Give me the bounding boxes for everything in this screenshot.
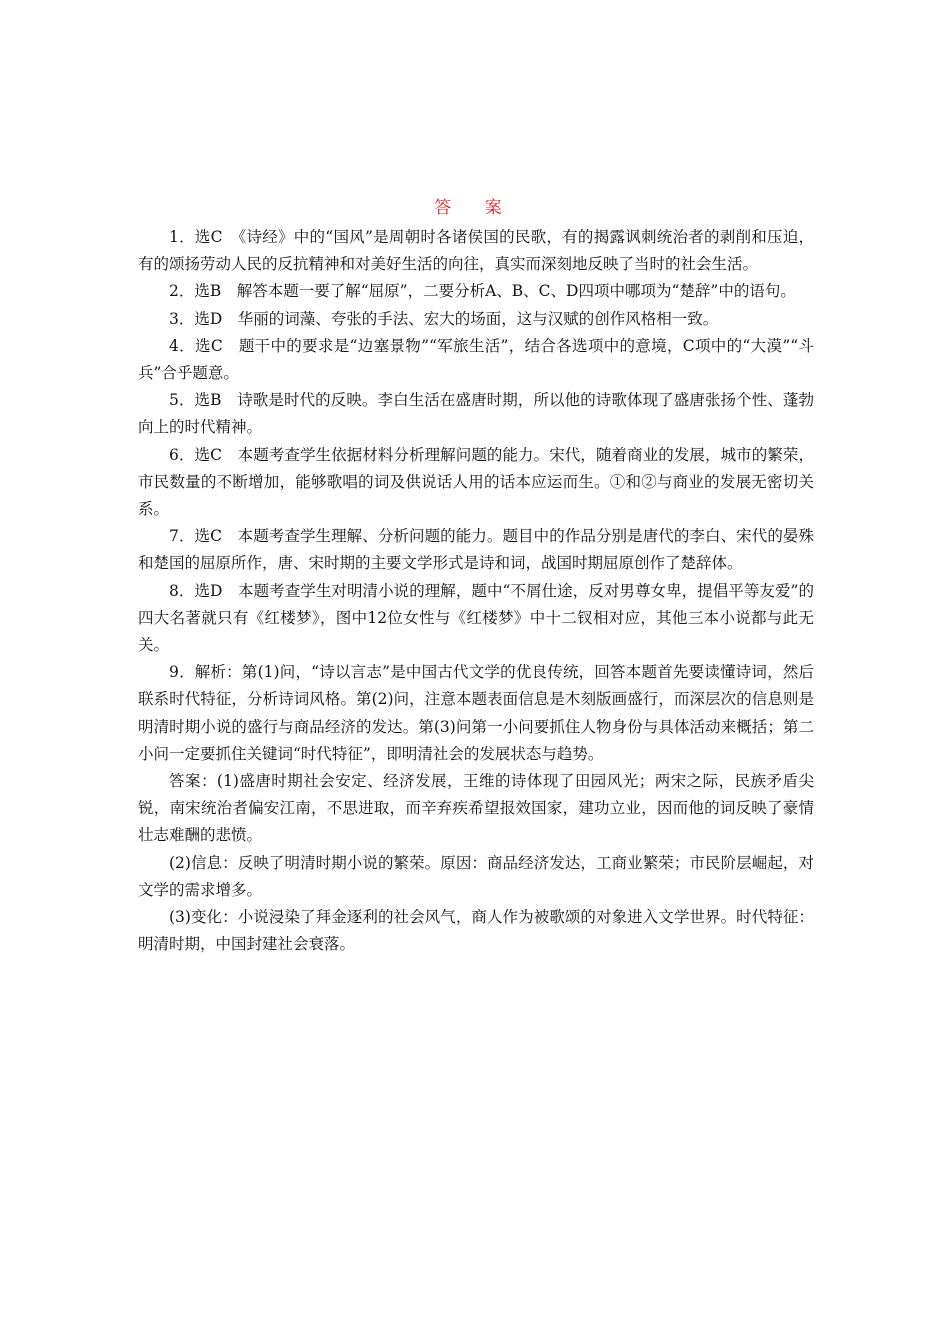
answer-7: 7．选C 本题考查学生理解、分析问题的能力。题目中的作品分别是唐代的李白、宋代的晏殊和楚国的屈原所作，唐、宋时期的主要文学形式是诗和词，战国时期屈原创作了楚辞体。 [138,527,814,573]
answer-6: 6．选C 本题考查学生依据材料分析理解问题的能力。宋代，随着商业的发展，城市的繁荣，市民数量的不断增加，能够歌唱的词及供说话人用的话本应运而生。①和②与商业的发展无密切关系。 [138,445,814,519]
answer-2: 2．选B 解答本题一要了解“屈原”，二要分析A、B、C、D四项中哪项为“楚辞”中的语句。 [169,282,796,301]
answer-8: 8．选D 本题考查学生对明清小说的理解，题中“不屑仕途，反对男尊女卑，提倡平等友爱”的四大名著就只有《红楼梦》，图中12位女性与《红楼梦》中十二钗相对应，其他三本小说都与此无关。 [138,581,814,655]
answer-5: 5．选B 诗歌是时代的反映。李白生活在盛唐时期，所以他的诗歌体现了盛唐张扬个性、蓬勃向上的时代精神。 [138,391,814,437]
page-title: 答 案 [434,198,516,218]
answer-1: 1．选C 《诗经》中的“国风”是周朝时各诸侯国的民歌，有的揭露讽刺统治者的剥削和压迫，有的颂扬劳动人民的反抗精神和对美好生活的向往，真实而深刻地反映了当时的社会生活。 [138,228,814,274]
answer-9-part-1: 答案：(1)盛唐时期社会安定、经济发展，王维的诗体现了田园风光；两宋之际，民族矛盾尖锐，南宋统治者偏安江南，不思进取，而辛弃疾希望报效国家，建功立业，因而他的词反映了豪情壮志难酬的悲愤。 [138,772,814,845]
answer-list [138,224,814,958]
answer-9-analysis: 9．解析：第(1)问，“诗以言志”是中国古代文学的优良传统，回答本题首先要读懂诗词，然后联系时代特征，分析诗词风格。第(2)问，注意本题表面信息是木刻版画盛行，而深层次的信息则是明清时期小说的盛行与商品经济的发达。第(3)问第一小问要抓住人物身份与具体活动来概括；第二小问一定要抓住关键词“时代特征”，即明清社会的发展状态与趋势。 [138,663,814,763]
answer-3: 3．选D 华丽的词藻、夸张的手法、宏大的场面，这与汉赋的创作风格相一致。 [169,309,719,328]
answer-4: 4．选C 题干中的要求是“边塞景物”“军旅生活”，结合各选项中的意境，C项中的“大漠”“斗兵”合乎题意。 [138,336,814,383]
answer-9-part-2: (2)信息：反映了明清时期小说的繁荣。原因：商品经济发达，工商业繁荣；市民阶层崛起，对文学的需求增多。 [138,853,814,899]
answer-9-part-3: (3)变化：小说浸染了拜金逐利的社会风气，商人作为被歌颂的对象进入文学世界。时代特征：明清时期，中国封建社会衰落。 [138,908,814,954]
